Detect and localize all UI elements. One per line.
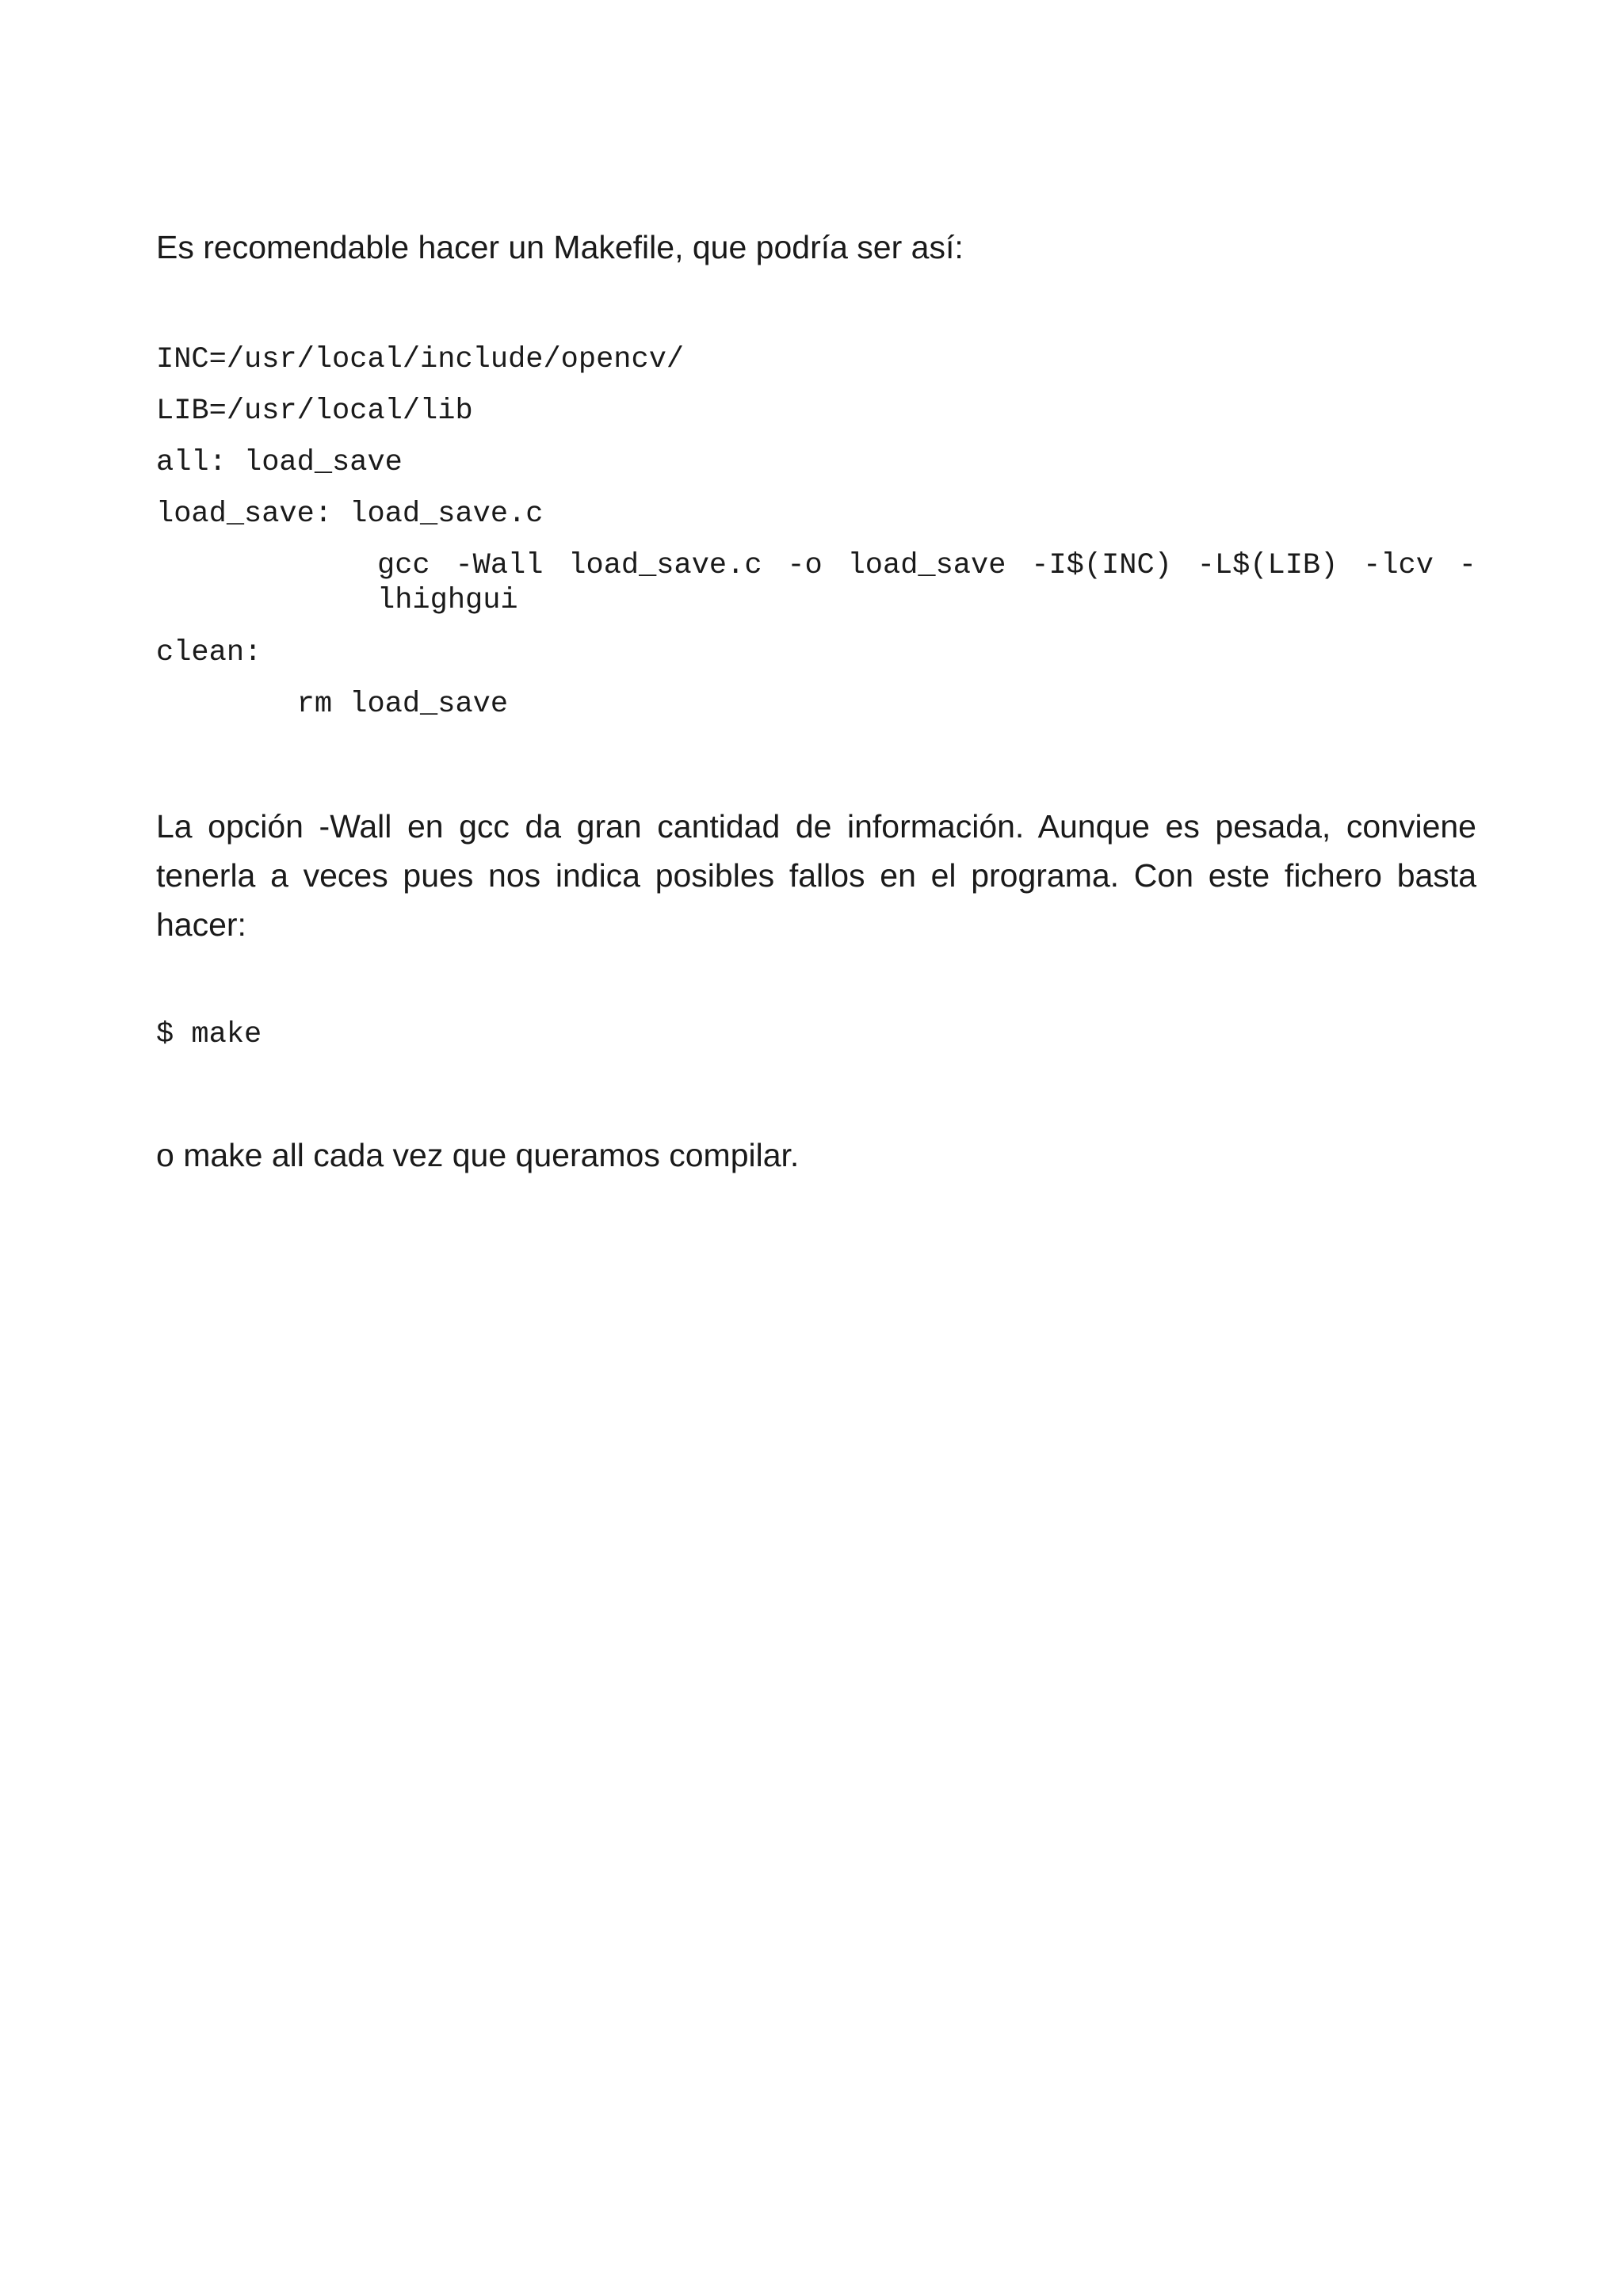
- intro-text: Es recomendable hacer un Makefile, que podría ser así:: [156, 229, 964, 265]
- code-line-clean: clean:: [156, 636, 262, 669]
- code-line-inc: INC=/usr/local/include/opencv/: [156, 343, 685, 376]
- explanation-paragraph: La opción -Wall en gcc da gran cantidad de información. Aunque es pesada, conviene tenerla a veces pues nos indica posibles fallos en el programa. Con este fichero basta hacer:: [156, 808, 1476, 943]
- code-line-gcc: [156, 548, 1476, 618]
- closing-text: o make all cada vez que queramos compilar.: [156, 1137, 800, 1173]
- code-line-target: load_save: load_save.c: [156, 498, 544, 531]
- code-line-lib: LIB=/usr/local/lib: [156, 395, 473, 428]
- code-line-gcc-text: gcc -Wall load_save.c -o load_save -I$(INC) -L$(LIB) -lcv -lhighgui: [377, 549, 1476, 617]
- code-line-rm: rm load_save: [156, 688, 509, 721]
- code-line-all: all: load_save: [156, 446, 403, 479]
- make-command: $ make: [156, 1018, 262, 1051]
